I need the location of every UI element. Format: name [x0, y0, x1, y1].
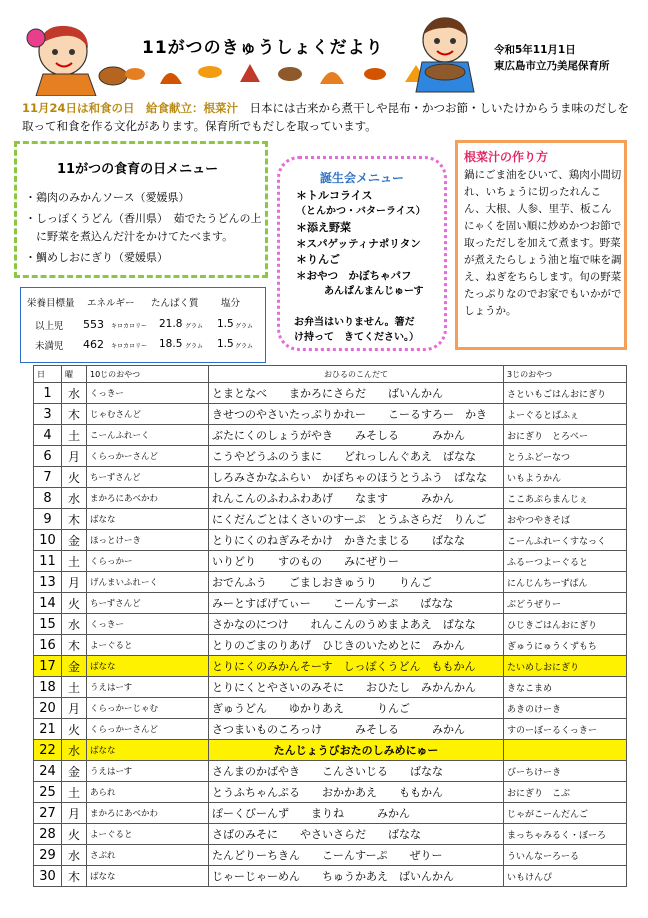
menu-lunch: とりにくのねぎみそかけ かきたまじる ばなな: [209, 530, 504, 551]
menu-row: [34, 404, 627, 425]
menu-lunch: とりにくとやさいのみそに おひたし みかんかん: [209, 677, 504, 698]
menu-afternoon-snack: ひじきごはんおにぎり: [504, 614, 627, 635]
menu-day: 28: [34, 824, 62, 845]
menu-lunch: にくだんごとはくさいのすーぷ とうふさらだ りんご: [209, 509, 504, 530]
birthday-item: （とんかつ・バターライス）: [296, 206, 426, 217]
menu-lunch: さんまのかばやき こんさいじる ばなな: [209, 761, 504, 782]
menu-morning-snack: くらっかーじゃむ: [87, 698, 209, 719]
birthday-item: ＊りんご: [296, 253, 340, 266]
menu-afternoon-snack: まっちゃみるく・ぼーろ: [504, 824, 627, 845]
menu-afternoon-snack: おやつやきそば: [504, 509, 627, 530]
nutrition-protein: 21.8: [159, 318, 183, 330]
nutrition-protein: 18.5: [159, 338, 183, 350]
nutrition-row: [21, 318, 267, 334]
menu-morning-snack: くらっかーさんど: [87, 719, 209, 740]
menu-row: [34, 530, 627, 551]
monthly-menu-table: [33, 365, 627, 887]
menu-afternoon-snack: おにぎり こぶ: [504, 782, 627, 803]
menu-lunch: とりにくのみかんそーす しっぽくうどん ももかん: [209, 656, 504, 677]
menu-lunch: ぽーくびーんず まりね みかん: [209, 803, 504, 824]
nutrition-unit: グラム: [185, 343, 203, 350]
menu-weekday: 木: [62, 866, 87, 887]
menu-row: [34, 467, 627, 488]
menu-day: 7: [34, 467, 62, 488]
menu-lunch: とまとなべ まかろにさらだ ばいんかん: [209, 383, 504, 404]
nutrition-header: たんぱく質: [151, 298, 199, 309]
menu-afternoon-snack: いもけんぴ: [504, 866, 627, 887]
menu-afternoon-snack: びーちけーき: [504, 761, 627, 782]
menu-lunch: みーとすぱげてぃー こーんすーぷ ばなな: [209, 593, 504, 614]
nutrition-unit: グラム: [185, 323, 203, 330]
menu-weekday: 火: [62, 824, 87, 845]
shokuiku-item: に野菜を煮込んだ汁をかけてたべます。: [25, 230, 234, 243]
menu-lunch: ぎゅうどん ゆかりあえ りんご: [209, 698, 504, 719]
menu-afternoon-snack: ここあぷらまんじぇ: [504, 488, 627, 509]
menu-morning-snack: まかろにあべかわ: [87, 488, 209, 509]
menu-weekday: 土: [62, 425, 87, 446]
menu-row: [34, 866, 627, 887]
intro-highlight: 11月24日は和食の日 給食献立：根菜汁: [22, 101, 239, 115]
konsai-title: 根菜汁の作り方: [464, 150, 549, 164]
menu-day: 11: [34, 551, 62, 572]
menu-lunch: ぶたにくのしょうがやき みそしる みかん: [209, 425, 504, 446]
menu-day: 14: [34, 593, 62, 614]
menu-weekday: 水: [62, 488, 87, 509]
menu-lunch: たんじょうびおたのしみめにゅー: [209, 740, 504, 761]
nutrition-header-row: [21, 295, 267, 311]
menu-day: 6: [34, 446, 62, 467]
menu-row: [34, 761, 627, 782]
nutrition-unit: グラム: [235, 343, 253, 350]
menu-morning-snack: うえはーす: [87, 761, 209, 782]
menu-lunch: たんどりーちきん こーんすーぷ ぜりー: [209, 845, 504, 866]
menu-morning-snack: ばなな: [87, 509, 209, 530]
nutrition-energy: 553: [83, 318, 104, 331]
menu-weekday: 月: [62, 446, 87, 467]
birthday-item: ＊スパゲッティナポリタン: [296, 238, 421, 250]
menu-weekday: 木: [62, 404, 87, 425]
menu-row: [34, 635, 627, 656]
intro-text: 日本には古来から煮干しや昆布・かつお節・しいたけからうま味のだしを取って和食を作る文化があります。保育所でもだしを取っています。: [22, 101, 630, 133]
nutrition-unit: グラム: [235, 323, 253, 330]
menu-morning-snack: くっきー: [87, 614, 209, 635]
menu-lunch: じゃーじゃーめん ちゅうかあえ ばいんかん: [209, 866, 504, 887]
menu-day: 4: [34, 425, 62, 446]
menu-weekday: 水: [62, 740, 87, 761]
menu-row: [34, 572, 627, 593]
menu-weekday: 木: [62, 635, 87, 656]
birthday-item: あんぱんまんじゅーす: [324, 286, 424, 297]
menu-row: [34, 593, 627, 614]
menu-day: 3: [34, 404, 62, 425]
menu-afternoon-snack: よーぐるとぱふぇ: [504, 404, 627, 425]
menu-day: 18: [34, 677, 62, 698]
menu-lunch: れんこんのふわふわあげ なます みかん: [209, 488, 504, 509]
nutrition-row: [21, 338, 267, 354]
menu-row: [34, 425, 627, 446]
menu-weekday: 月: [62, 803, 87, 824]
menu-weekday: 金: [62, 761, 87, 782]
menu-morning-snack: まかろにあべかわ: [87, 803, 209, 824]
menu-weekday: 水: [62, 845, 87, 866]
menu-afternoon-snack: あきのけーき: [504, 698, 627, 719]
menu-weekday: 月: [62, 698, 87, 719]
issue-date: 令和5年11月1日: [494, 44, 576, 56]
menu-morning-snack: こーんふれーく: [87, 425, 209, 446]
menu-weekday: 土: [62, 551, 87, 572]
page-title: 11がつのきゅうしょくだより: [142, 38, 384, 58]
birthday-title: 誕生会メニュー: [319, 171, 404, 185]
menu-row: [34, 803, 627, 824]
shokuiku-item: ・しっぽくうどん（香川県） 茹でたうどんの上: [25, 212, 262, 225]
menu-row: [34, 383, 627, 404]
birthday-menu-box: [277, 156, 447, 351]
menu-weekday: 金: [62, 656, 87, 677]
birthday-item: ＊添え野菜: [296, 221, 351, 234]
menu-afternoon-snack: ういんなーろーる: [504, 845, 627, 866]
menu-header-cell: 3じのおやつ: [504, 366, 627, 383]
menu-row: [34, 509, 627, 530]
menu-afternoon-snack: ぶどうぜりー: [504, 593, 627, 614]
menu-day: 17: [34, 656, 62, 677]
menu-day: 29: [34, 845, 62, 866]
nutrition-header: 塩分: [221, 298, 241, 309]
menu-day: 24: [34, 761, 62, 782]
menu-day: 9: [34, 509, 62, 530]
menu-lunch: さかなのにつけ れんこんのうめまよあえ ばなな: [209, 614, 504, 635]
menu-afternoon-snack: じゃがこーんだんご: [504, 803, 627, 824]
menu-afternoon-snack: ふるーつよーぐると: [504, 551, 627, 572]
birthday-item: ＊おやつ かぼちゃパフ: [296, 270, 412, 282]
konsai-text: 鍋にごま油をひいて、鶏肉小間切れ、いちょうに切ったれんこん、大根、人参、里芋、板こんにゃくを固い順に炒めかつお節で取っただしを加えて煮ます。野菜が煮えたらしょう油と塩で味を調え、ねぎをちらします。旬の野菜たっぷりなのでお家でもいかがでしょうか。: [464, 169, 622, 317]
menu-header-cell: おひるのこんだて: [209, 366, 504, 383]
menu-row: [34, 719, 627, 740]
menu-day: 13: [34, 572, 62, 593]
menu-weekday: 火: [62, 719, 87, 740]
menu-row: [34, 551, 627, 572]
menu-weekday: 木: [62, 509, 87, 530]
nutrition-header: 栄養目標量: [27, 298, 75, 309]
issue-info: [494, 42, 610, 74]
menu-header-cell: 日: [34, 366, 62, 383]
menu-morning-snack: ちーずさんど: [87, 593, 209, 614]
menu-day: 1: [34, 383, 62, 404]
menu-morning-snack: じゃむさんど: [87, 404, 209, 425]
menu-day: 15: [34, 614, 62, 635]
menu-morning-snack: ばなな: [87, 740, 209, 761]
menu-day: 16: [34, 635, 62, 656]
nutrition-salt: 1.5: [217, 338, 234, 350]
menu-row: [34, 614, 627, 635]
menu-morning-snack: くっきー: [87, 383, 209, 404]
menu-afternoon-snack: とうふどーなつ: [504, 446, 627, 467]
boy-illustration: [400, 10, 490, 95]
menu-lunch: さつまいものころっけ みそしる みかん: [209, 719, 504, 740]
menu-row: [34, 446, 627, 467]
menu-day: 25: [34, 782, 62, 803]
menu-morning-snack: うえはーす: [87, 677, 209, 698]
shokuiku-menu-box: [14, 141, 268, 278]
menu-afternoon-snack: さといもごはんおにぎり: [504, 383, 627, 404]
menu-weekday: 火: [62, 593, 87, 614]
menu-morning-snack: ばなな: [87, 866, 209, 887]
menu-lunch: さばのみそに やさいさらだ ばなな: [209, 824, 504, 845]
menu-afternoon-snack: [504, 740, 627, 761]
menu-lunch: とりのごまのりあげ ひじきのいためとに みかん: [209, 635, 504, 656]
menu-lunch: いりどり すのもの みにぜりー: [209, 551, 504, 572]
menu-header-cell: 曜: [62, 366, 87, 383]
menu-weekday: 月: [62, 572, 87, 593]
menu-weekday: 火: [62, 467, 87, 488]
menu-lunch: しろみさかなふらい かぼちゃのほうとうふう ばなな: [209, 467, 504, 488]
shokuiku-item: ・鯛めしおにぎり（愛媛県）: [25, 251, 168, 264]
intro-paragraph: [22, 99, 632, 135]
menu-morning-snack: くらっかー: [87, 551, 209, 572]
nutrition-group: 未満児: [35, 341, 64, 352]
nutrition-energy: 462: [83, 338, 104, 351]
menu-afternoon-snack: にんじんちーずぱん: [504, 572, 627, 593]
menu-header-cell: 10じのおやつ: [87, 366, 209, 383]
menu-day: 22: [34, 740, 62, 761]
menu-row: [34, 698, 627, 719]
menu-lunch: とうふちゃんぷる おかかあえ ももかん: [209, 782, 504, 803]
menu-afternoon-snack: きなこまめ: [504, 677, 627, 698]
menu-morning-snack: さぶれ: [87, 845, 209, 866]
nutrition-salt: 1.5: [217, 318, 234, 330]
menu-weekday: 金: [62, 530, 87, 551]
menu-day: 20: [34, 698, 62, 719]
nutrition-group: 以上児: [35, 321, 64, 332]
menu-header-row: [34, 366, 627, 383]
nutrition-table: [20, 287, 266, 363]
menu-afternoon-snack: いもようかん: [504, 467, 627, 488]
menu-row: [34, 740, 627, 761]
menu-weekday: 土: [62, 677, 87, 698]
birthday-item: ＊トルコライス: [296, 189, 373, 202]
nutrition-unit: キロカロリー: [111, 343, 148, 350]
nutrition-header: エネルギー: [87, 298, 135, 309]
menu-weekday: 土: [62, 782, 87, 803]
menu-row: [34, 677, 627, 698]
menu-weekday: 水: [62, 383, 87, 404]
organization-name: 東広島市立乃美尾保育所: [494, 60, 610, 72]
shokuiku-item: ・鶏肉のみかんソース（愛媛県）: [25, 191, 190, 204]
menu-afternoon-snack: おにぎり とろべー: [504, 425, 627, 446]
birthday-note: け持って きてください。）: [294, 332, 419, 343]
menu-morning-snack: あられ: [87, 782, 209, 803]
menu-morning-snack: げんまいふれーく: [87, 572, 209, 593]
menu-lunch: きせつのやさいたっぷりかれー こーるすろー かき: [209, 404, 504, 425]
menu-afternoon-snack: こーんふれーくすなっく: [504, 530, 627, 551]
menu-row: [34, 488, 627, 509]
menu-day: 27: [34, 803, 62, 824]
menu-morning-snack: ほっとけーき: [87, 530, 209, 551]
menu-morning-snack: よーぐると: [87, 824, 209, 845]
birthday-note: お弁当はいりません。箸だ: [294, 317, 415, 328]
menu-morning-snack: ちーずさんど: [87, 467, 209, 488]
menu-morning-snack: くらっかーさんど: [87, 446, 209, 467]
menu-weekday: 水: [62, 614, 87, 635]
menu-lunch: こうやどうふのうまに どれっしんぐあえ ばなな: [209, 446, 504, 467]
menu-morning-snack: よーぐると: [87, 635, 209, 656]
menu-afternoon-snack: ぎゅうにゅうくずもち: [504, 635, 627, 656]
menu-day: 8: [34, 488, 62, 509]
menu-row: [34, 845, 627, 866]
menu-day: 30: [34, 866, 62, 887]
shokuiku-title: 11がつの食育の日メニュー: [57, 162, 219, 177]
menu-row: [34, 824, 627, 845]
menu-lunch: おでんふう ごましおきゅうり りんご: [209, 572, 504, 593]
menu-day: 10: [34, 530, 62, 551]
nutrition-unit: キロカロリー: [111, 323, 148, 330]
menu-morning-snack: ばなな: [87, 656, 209, 677]
menu-row: [34, 782, 627, 803]
menu-afternoon-snack: たいめしおにぎり: [504, 656, 627, 677]
menu-day: 21: [34, 719, 62, 740]
menu-afternoon-snack: すのーぼーるくっきー: [504, 719, 627, 740]
menu-row: [34, 656, 627, 677]
konsai-recipe-box: [455, 140, 627, 350]
